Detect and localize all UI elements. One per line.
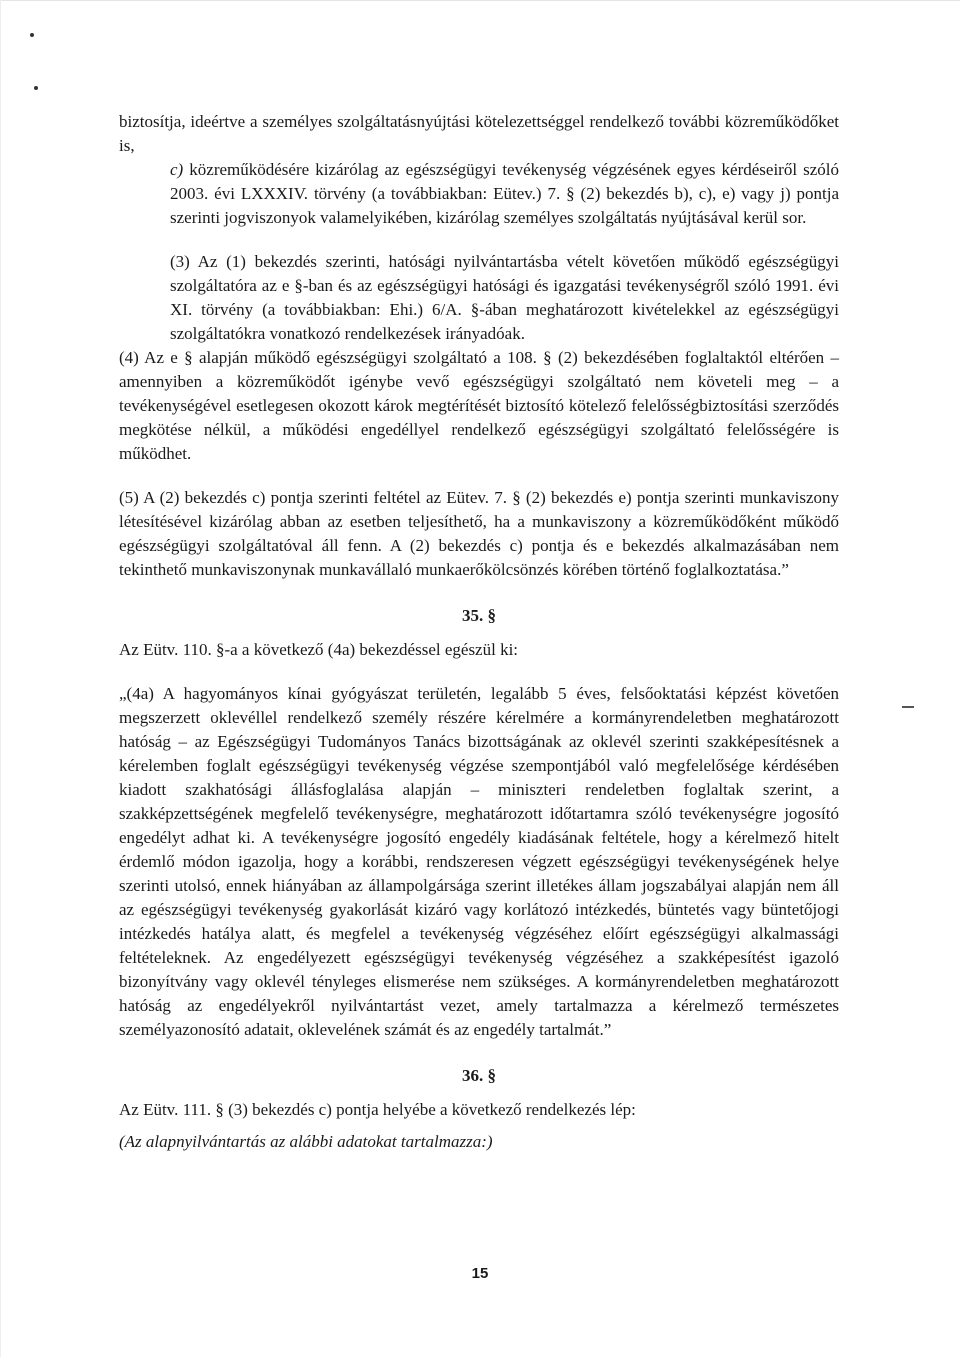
paragraph-3: (3) Az (1) bekezdés szerinti, hatósági nyilvántartásba vételt követően működő egészségügyi szolgáltatóra az e §-ban és az egészségügyi hatósági és igazgatási tevékenységről szóló 1991. évi XI. törvény (a továbbiakban: Ehi.) 6/A. §-ában meghatározott kivételekkel az egészségügyi szolgáltatókra vonatkozó rendelkezések irányadóak. <box>170 252 839 343</box>
section-36-italic-note: (Az alapnyilvántartás az alábbi adatokat tartalmazza:) <box>119 1132 493 1151</box>
scan-speck <box>34 86 38 90</box>
section-35-quote: „(4a) A hagyományos kínai gyógyászat területén, legalább 5 éves, felsőoktatási képzést követően megszerzett oklevéllel rendelkező személy részére kérelmére a kormányrendeletben meghatározott hatóság – az Egészségügyi Tudományos Tanács bizottságának az oklevél szerinti szakképesítésnek a kérelemben foglalt egészségügyi tevékenység végzése szempontjából való megfelelősége kérdésében kiadott szakhatósági állásfoglalása alapján – miniszteri rendeletben foglaltak szerint, a szakképzettségének megfelelő tevékenységre, meghatározott időtartamra szóló tevékenységre jogosító engedélyt adhat ki. A tevékenységre jogosító engedély kiadásának feltétele, hogy a kérelmező hitelt érdemlő módon igazolja, hogy a korábbi, rendszeresen végzett egészségügyi tevékenységének helye szerinti utolsó, ennek hiányában az állampolgársága szerint illetékes állam jogszabályai alapján nem áll az egészségügyi tevékenység gyakorlását kizáró vagy korlátozó intézkedés, büntetés vagy büntetőjogi intézkedés hatálya alatt, és megfelel a tevékenység végzéséhez előírt egészségügyi alkalmassági feltételeknek. Az engedélyezett egészségügyi tevékenység végzéséhez a szakképesítést igazoló bizonyítvány vagy oklevél tényleges elismerése nem szükséges. A kormányrendeletben meghatározott hatóság az engedélyekről nyilvántartást vezet, amely tartalmazza a kérelmező természetes személyazonosító adatait, oklevelének számát és az engedély tartalmát.” <box>119 684 839 1039</box>
section-35-heading: 35. § <box>462 606 496 625</box>
paragraph-5: (5) A (2) bekezdés c) pontja szerinti feltétel az Eütev. 7. § (2) bekezdés e) pontja szerinti munkaviszony létesítésével kizárólag abban az esetben teljesíthető, ha a munkaviszony a közreműködőként működő egészségügyi szolgáltatóval áll fenn. A (2) bekezdés c) pontja és e bekezdés alkalmazásában nem tekinthető munkaviszonynak munkavállaló munkaerőkölcsönzés körében történő foglalkoztatása.” <box>119 488 839 579</box>
scan-edge-top <box>0 0 960 1</box>
document-body <box>119 110 839 1154</box>
section-36-intro: Az Eütv. 111. § (3) bekezdés c) pontja helyébe a következő rendelkezés lép: <box>119 1100 636 1119</box>
scan-dash <box>902 706 914 708</box>
scan-speck <box>30 33 34 37</box>
paragraph-4: (4) Az e § alapján működő egészségügyi szolgáltató a 108. § (2) bekezdésében foglaltaktól eltérően – amennyiben a közreműködőt igénybe vevő egészségügyi szolgáltató nem követeli meg – a tevékenységével esetlegesen okozott károk megtérítését biztosító kötelező felelősségbiztosítási szerződés megkötése nélkül, a működési engedéllyel rendelkező egészségügyi szolgáltató felelősségére is működhet. <box>119 348 839 463</box>
point-label: c) <box>170 160 184 179</box>
section-35-intro: Az Eütv. 110. §-a a következő (4a) bekezdéssel egészül ki: <box>119 640 519 659</box>
section-36-heading: 36. § <box>462 1066 496 1085</box>
page-number: 15 <box>471 1265 489 1282</box>
scan-edge-left <box>0 0 1 1357</box>
paragraph-continuation: biztosítja, ideértve a személyes szolgáltatásnyújtási kötelezettséggel rendelkező további közreműködőket is, <box>119 112 839 155</box>
paragraph-point-c <box>119 158 839 230</box>
point-text: közreműködésére kizárólag az egészségügyi tevékenység végzésének egyes kérdéseiről szóló 2003. évi LXXXIV. törvény (a továbbiakban: Eütev.) 7. § (2) bekezdés b), c), e) vagy j) pontja szerinti jogviszonyok valamelyikében, kizárólag személyes szolgáltatás nyújtásával kerül sor. <box>170 160 840 227</box>
